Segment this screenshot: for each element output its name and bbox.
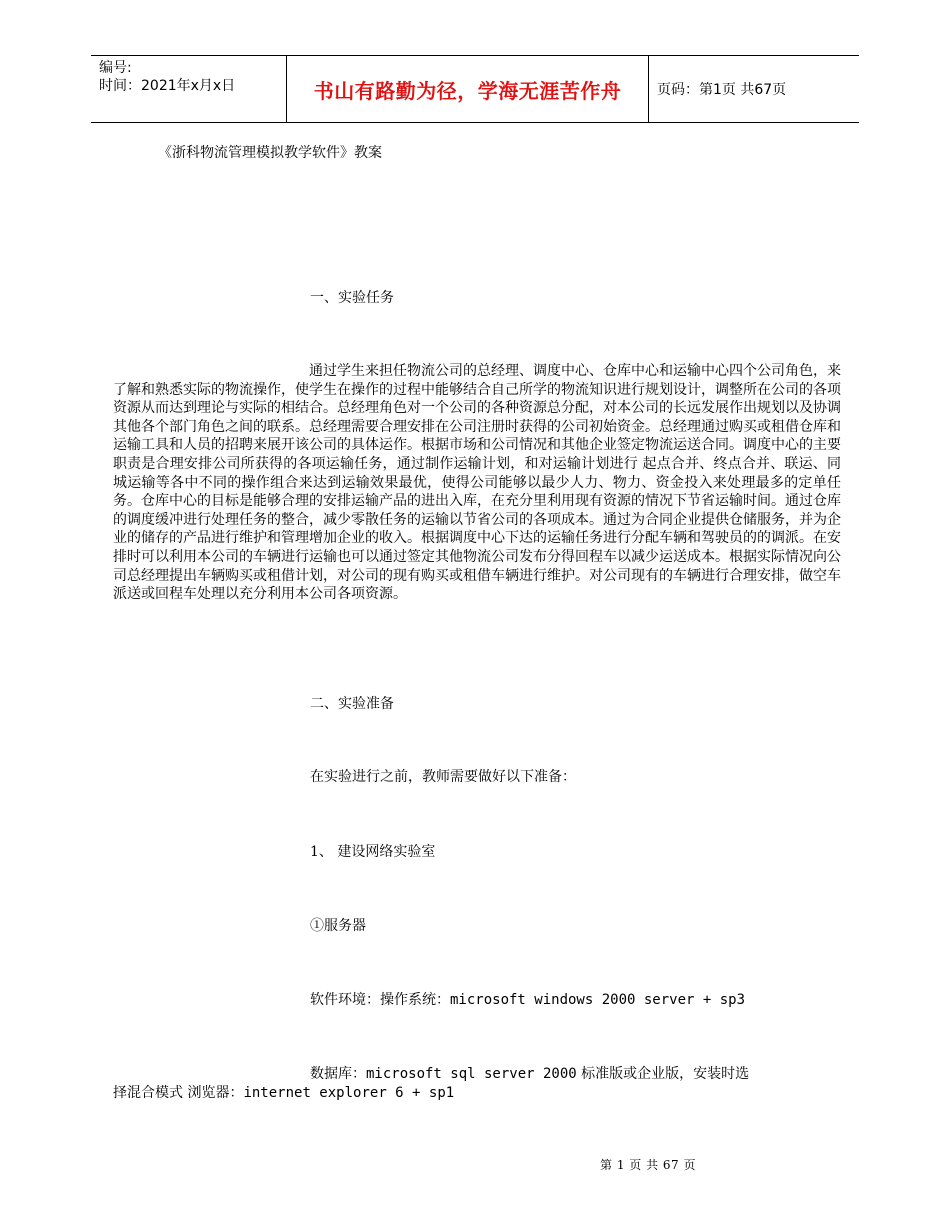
header-motto: 书山有路勤为径，学海无涯苦作舟	[313, 78, 622, 103]
page-header	[91, 55, 859, 123]
item-1-heading: 1、 建设网络实验室	[310, 844, 436, 860]
software-env-value: microsoft windows 2000 server + sp3	[450, 992, 746, 1008]
browser-label: 择混合模式 浏览器：	[113, 1085, 244, 1101]
prep-intro: 在实验进行之前，教师需要做好以下准备：	[310, 769, 576, 785]
software-environment-line	[310, 991, 745, 1009]
server-heading: ①服务器	[310, 918, 366, 934]
browser-value: internet explorer 6 + sp1	[243, 1085, 455, 1101]
header-page-indicator: 页码：第1页 共67页	[657, 82, 787, 98]
header-meta	[99, 59, 235, 95]
database-line-2	[113, 1084, 454, 1102]
document-title: 《浙科物流管理模拟教学软件》教案	[158, 145, 382, 161]
section-1-paragraph: 通过学生来担任物流公司的总经理、调度中心、仓库中心和运输中心四个公司角色，来了解和熟悉实际的物流操作，使学生在操作的过程中能够结合自己所学的物流知识进行规划设计，调整所在公司的各项资源从而达到理论与实际的相结合。总经理角色对一个公司的各种资源总分配，对本公司的长远发展作出规划以及协调其他各个部门角色之间的联系。总经理需要合理安排在公司注册时获得的公司初始资金。总经理通过购买或租借仓库和运输工具和人员的招聘来展开该公司的具体运作。根据市场和公司情况和其他企业签定物流运送合同。调度中心的主要职责是合理安排公司所获得的各项运输任务，通过制作运输计划，和对运输计划进行 起点合并、终点合并、联运、同城运输等各中不同的操作组合来达到运输效果最优，使得公司能够以最少人力、物力、资金投入来处理最多的定单任务。仓库中心的目标是能够合理的安排运输产品的进出入库，在充分里利用现有资源的情况下节省运输时间。通过仓库的调度缓冲进行处理任务的整合，减少零散任务的运输以节省公司的各项成本。通过为合同企业提供仓储服务，并为企业的储存的产品进行维护和管理增加企业的收入。根据调度中心下达的运输任务进行分配车辆和驾驶员的的调派。在安排时可以利用本公司的车辆进行运输也可以通过签定其他物流公司发布分得回程车以减少运送成本。根据实际情况向公司总经理提出车辆购买或租借计划，对公司的现有购买或租借车辆进行维护。对公司现有的车辆进行合理安排，做空车派送或回程车处理以充分利用本公司各项资源。	[113, 363, 841, 603]
database-line-1	[310, 1065, 749, 1083]
page-footer: 第 1 页 共 67 页	[600, 1158, 696, 1172]
section-heading-1: 一、实验任务	[310, 290, 394, 306]
time-label: 时间：2021年x月x日	[99, 78, 236, 94]
header-divider	[648, 56, 649, 122]
db-rest: 标准版或企业版，安装时选	[576, 1066, 750, 1082]
db-value: microsoft sql server 2000	[366, 1066, 577, 1082]
db-label: 数据库：	[310, 1066, 366, 1082]
software-env-label: 软件环境：操作系统：	[310, 992, 450, 1008]
section-heading-2: 二、实验准备	[310, 696, 394, 712]
number-label: 编号:	[99, 60, 132, 76]
